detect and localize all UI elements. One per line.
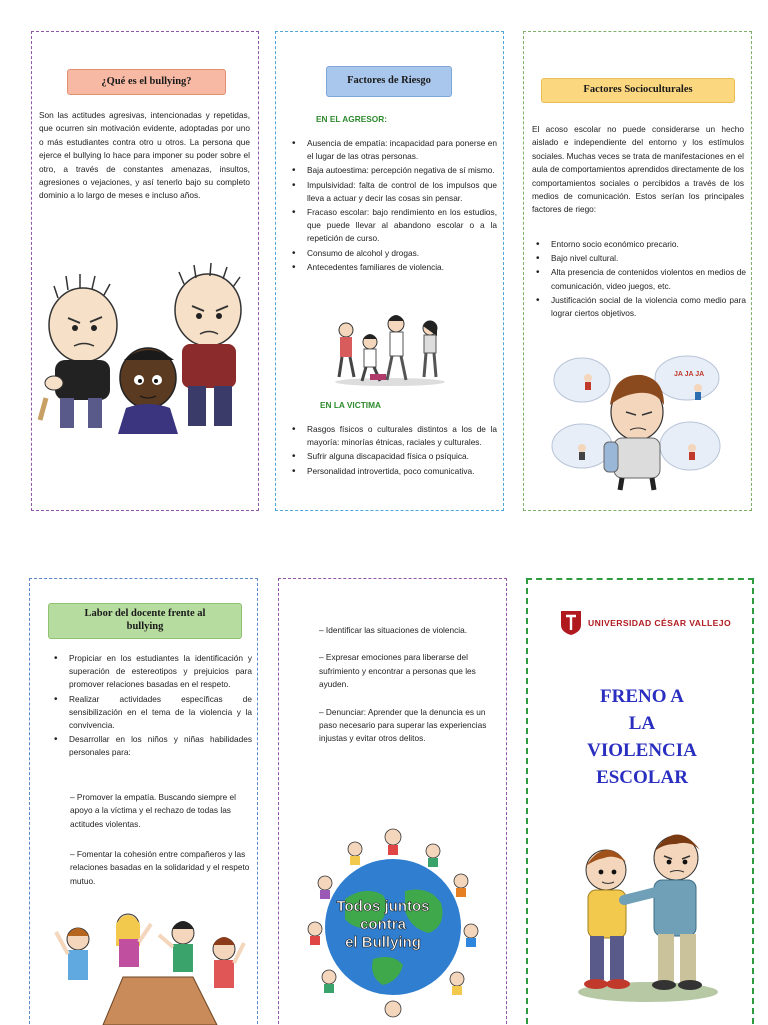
panel-teacher-role <box>29 578 258 1024</box>
list-item: • Entorno socio económico precario. <box>534 238 746 251</box>
list-item: • Sufrir alguna discapacidad física o psíquica. <box>290 450 497 463</box>
heading-risk-factors: Factores de Riesgo <box>326 66 452 97</box>
globe-text-line3: el Bullying <box>345 934 421 951</box>
list-item: • Impulsividad: falta de control de los impulsos que lleva a actuar y decir las cosas sin pensar. <box>290 179 497 205</box>
teacher-list <box>52 652 252 761</box>
panel-risk-factors <box>275 31 504 511</box>
list-item: • Desarrollar en los niños y niñas habilidades personales para: <box>52 733 252 759</box>
list-item: • Fracaso escolar: bajo rendimiento en los estudios, que puede llevar al abandono escolar o a la repetición de curso. <box>290 206 497 246</box>
heading-sociocultural-factors: Factores Socioculturales <box>541 78 735 103</box>
panel-sociocultural-factors <box>523 31 752 511</box>
list-item: • Realizar actividades específicas de sensibilización en el tema de la violencia y la convivencia. <box>52 693 252 733</box>
list-item: • Bajo nivel cultural. <box>534 252 746 265</box>
title-line: ESCOLAR <box>596 767 688 788</box>
panel-what-is-bullying <box>31 31 259 511</box>
title-line: FRENO A <box>600 686 684 707</box>
list-item: • Personalidad introvertida, poco comunicativa. <box>290 465 497 478</box>
laugh-text: JA JA JA <box>674 371 705 378</box>
bully-intimidation-illustration <box>568 822 728 1012</box>
victim-subheading: EN LA VICTIMA <box>320 400 381 410</box>
university-name: UNIVERSIDAD CÉSAR VALLEJO <box>588 618 732 628</box>
list-item: • Rasgos físicos o culturales distintos a los de la mayoría: minorías étnicas, raciales y culturales. <box>290 423 497 449</box>
teacher-para-cohesion: – Fomentar la cohesión entre compañeros y las relaciones basadas en la solidaridad y el respeto mutuo. <box>70 849 250 886</box>
sociocultural-text: El acoso escolar no puede considerarse un hecho aislado e independiente del entorno y los estímulos sociales. Muchas veces se trata de manifestaciones en el aula de comportamientos aprendidos directamente de los comportamientos sociales o percibidos a través de los medios de comunicación. Estos serían los principales factores de riego: <box>532 124 744 215</box>
list-item: • Ausencia de empatía: incapacidad para ponerse en el lugar de las otras personas. <box>290 137 497 163</box>
list-item: • Baja autoestima: percepción negativa de sí mismo. <box>290 164 497 177</box>
skill-express: – Expresar emociones para liberarse del sufrimiento y encontrar a personas que les ayuden. <box>319 652 476 690</box>
panel-skills <box>278 578 507 1024</box>
heading-what-is-bullying: ¿Qué es el bullying? <box>67 69 226 95</box>
globe-kids-illustration <box>293 819 493 1019</box>
university-logo <box>560 610 731 636</box>
sociocultural-list <box>534 238 746 321</box>
list-item: • Justificación social de la violencia como medio para lograr ciertos objetivos. <box>534 294 746 320</box>
bullies-illustration <box>38 258 253 438</box>
title-line: VIOLENCIA <box>587 740 697 761</box>
definition-text: Son las actitudes agresivas, intencionadas y repetidas, que ocurren sin motivación evidente, adoptadas por uno o más estudiantes contra otro u otros. La persona que ejerce el bullying lo hace para imponer su poder sobre el otro, a través de constantes amenazas, insultos, agresiones o vejaciones, y así tenerlo bajo su completo dominio a lo largo de meses e incluso años. <box>39 110 250 201</box>
skill-report: – Denunciar: Aprender que la denuncia es un paso necesario para superar las experiencias injustas y evitar otros delitos. <box>319 706 487 744</box>
globe-text-line1: Todos juntos <box>336 898 430 915</box>
sad-boy-illustration <box>552 350 722 490</box>
kids-table-illustration <box>48 909 248 1025</box>
title-line: LA <box>628 713 656 734</box>
aggressor-list <box>290 137 497 275</box>
list-item: • Alta presencia de contenidos violentos en medios de comunicación, video juegos, etc. <box>534 266 746 292</box>
victim-list <box>290 423 497 479</box>
panel-cover <box>526 578 754 1024</box>
list-item: • Consumo de alcohol y drogas. <box>290 247 497 260</box>
heading-teacher-role: Labor del docente frente al bullying <box>48 603 242 639</box>
list-item: • Propiciar en los estudiantes la identificación y superación de estereotipos y prejuicios para promover relaciones basadas en el respeto. <box>52 652 252 692</box>
skills-text <box>319 624 499 760</box>
kids-fighting-illustration <box>330 312 450 387</box>
list-item: • Antecedentes familiares de violencia. <box>290 261 497 274</box>
aggressor-subheading: EN EL AGRESOR: <box>316 114 387 124</box>
globe-text-line2: contra <box>360 916 406 933</box>
skill-identify: – Identificar las situaciones de violencia. <box>319 625 468 635</box>
teacher-para-empathy: – Promover la empatía. Buscando siempre el apoyo a la víctima y el rechazo de todas las actitudes violentas. <box>70 792 237 829</box>
ucv-shield-icon <box>560 610 582 636</box>
cover-title <box>528 683 756 791</box>
